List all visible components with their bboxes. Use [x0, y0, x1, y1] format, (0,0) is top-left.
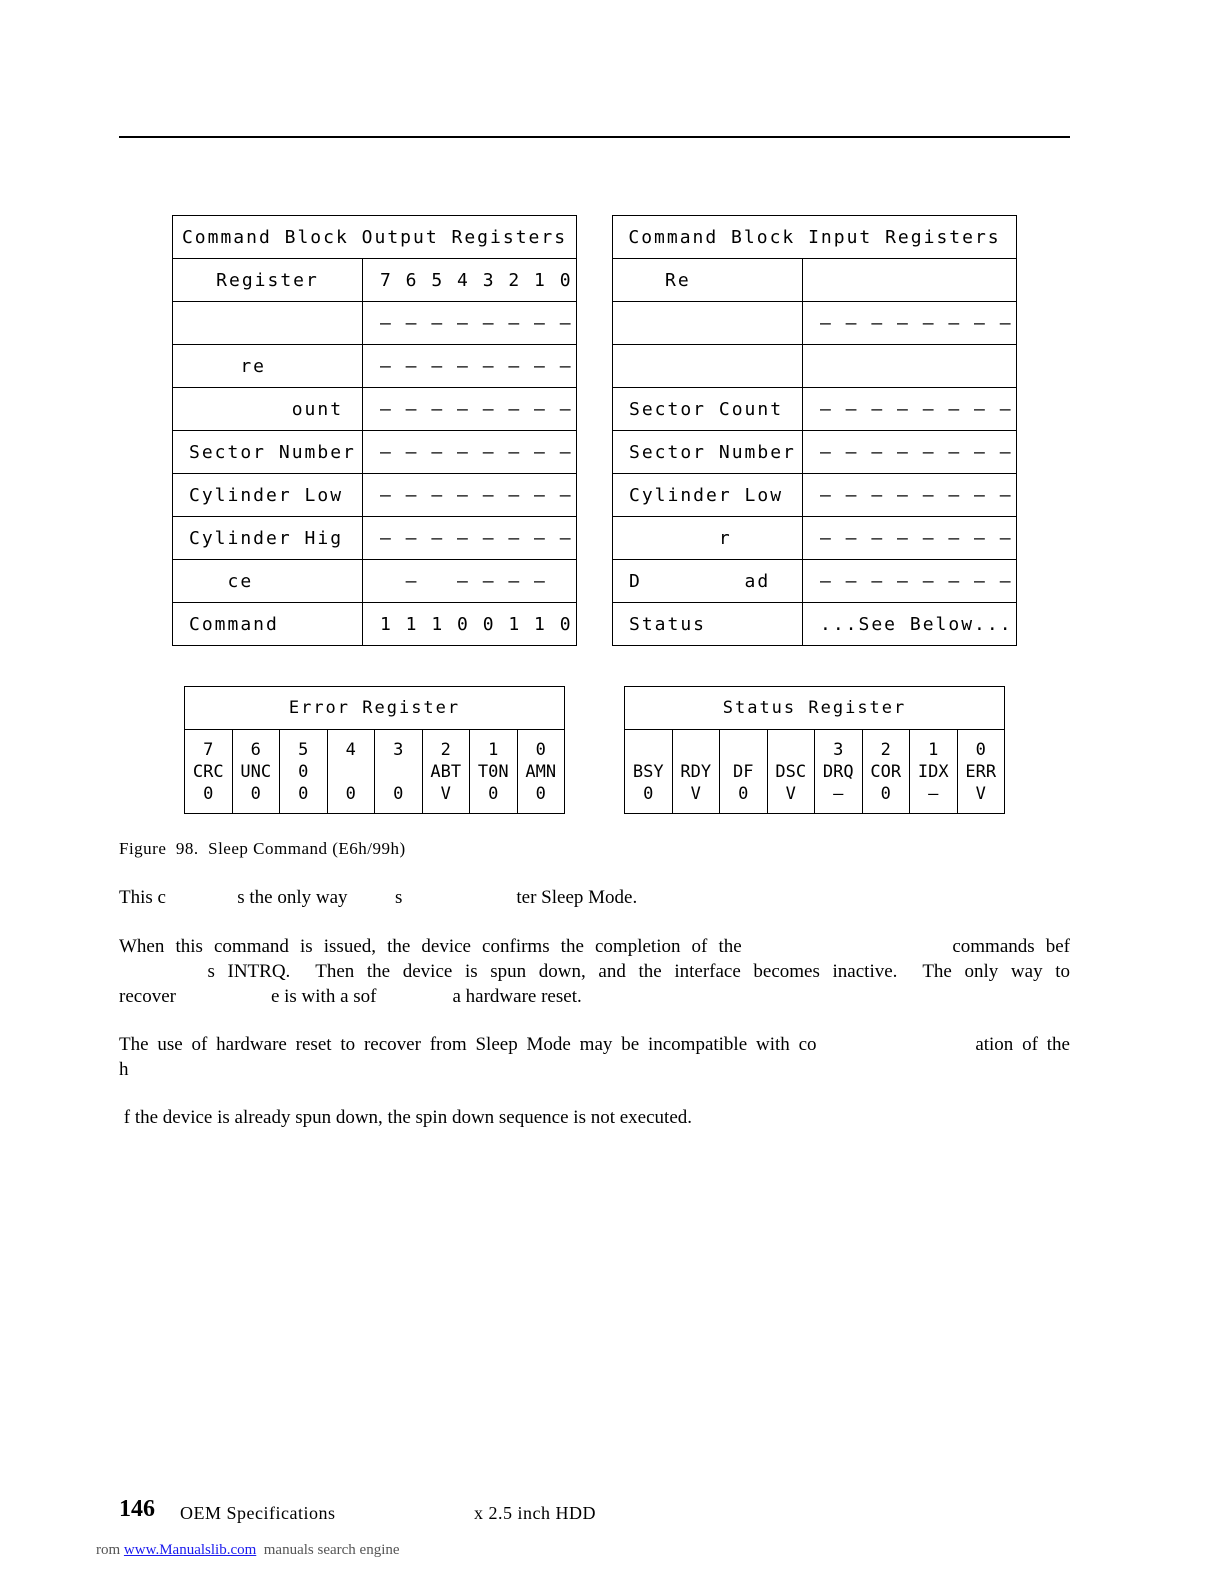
error-bit-cell: 6 UNC 0	[232, 730, 280, 814]
output-row: ce — — — — —	[173, 560, 577, 603]
error-bit-cell: 7 CRC 0	[185, 730, 233, 814]
paragraph-3: The use of hardware reset to recover from Sleep Mode may be incompatible with co ation of the h	[119, 1034, 1070, 1080]
status-bit-cell: 1 IDX —	[910, 730, 958, 814]
input-table-title: Command Block Input Registers	[613, 216, 1017, 259]
status-register-title: Status Register	[625, 687, 1005, 730]
input-row: Status ...See Below...	[613, 603, 1017, 646]
top-rule	[119, 136, 1070, 138]
command-block-output-registers	[172, 215, 577, 646]
input-col-register: Re	[613, 259, 803, 302]
status-bit-cell: DSC V	[767, 730, 815, 814]
figure-caption: Figure 98. Sleep Command (E6h/99h)	[119, 839, 406, 858]
paragraph-1: This c s the only way s ter Sleep Mode.	[119, 887, 638, 908]
status-bit-cell: 2 COR 0	[862, 730, 910, 814]
output-row: ount — — — — — — — —	[173, 388, 577, 431]
error-bit-cell: 4 0	[327, 730, 375, 814]
paragraph-2: When this command is issued, the device confirms the completion of the commands bef s INTRQ. Then the device is spun down, and the interface becomes inactive. The only way to recover e is with a sof a hardware reset.	[119, 936, 1070, 1007]
error-register-title: Error Register	[185, 687, 565, 730]
paragraph-4: f the device is already spun down, the spin down sequence is not executed.	[119, 1107, 693, 1128]
footer-title: OEM Specifications	[180, 1503, 336, 1523]
input-row: Sector Number — — — — — — — —	[613, 431, 1017, 474]
input-row	[613, 345, 1017, 388]
error-bit-cell: 5 0 0	[280, 730, 328, 814]
input-row: r — — — — — — — —	[613, 517, 1017, 560]
output-row: re — — — — — — — —	[173, 345, 577, 388]
input-row: — — — — — — — —	[613, 302, 1017, 345]
error-bit-cell: 0 AMN 0	[517, 730, 565, 814]
status-bit-cell: BSY 0	[625, 730, 673, 814]
error-bit-cell: 1 T0N 0	[470, 730, 518, 814]
error-register-table	[184, 686, 565, 814]
status-register-table	[624, 686, 1005, 814]
output-col-bits: 7 6 5 4 3 2 1 0	[363, 259, 577, 302]
error-bit-cell: 3 0	[375, 730, 423, 814]
status-bit-cell: 0 ERR V	[957, 730, 1005, 814]
status-bit-cell: 3 DRQ —	[815, 730, 863, 814]
output-table-title: Command Block Output Registers	[173, 216, 577, 259]
input-row: Cylinder Low — — — — — — — —	[613, 474, 1017, 517]
output-row: Cylinder Hig — — — — — — — —	[173, 517, 577, 560]
manualslib-link[interactable]: www.Manualslib.com	[123, 1542, 257, 1558]
status-bit-cell: RDY V	[672, 730, 720, 814]
error-bit-cell: 2 ABT V	[422, 730, 470, 814]
source-line: rom www.Manualslib.com manuals search engine	[96, 1542, 400, 1558]
input-row: D ad — — — — — — — —	[613, 560, 1017, 603]
output-row: Cylinder Low — — — — — — — —	[173, 474, 577, 517]
footer-model: x 2.5 inch HDD	[474, 1503, 596, 1523]
page-number: 146	[119, 1496, 155, 1522]
command-block-input-registers	[612, 215, 1017, 646]
input-col-bits	[803, 259, 1017, 302]
status-bit-cell: DF 0	[720, 730, 768, 814]
output-row: Command 1 1 1 0 0 1 1 0	[173, 603, 577, 646]
output-col-register: Register	[173, 259, 363, 302]
output-row: — — — — — — — —	[173, 302, 577, 345]
output-row: Sector Number — — — — — — — —	[173, 431, 577, 474]
input-row: Sector Count — — — — — — — —	[613, 388, 1017, 431]
